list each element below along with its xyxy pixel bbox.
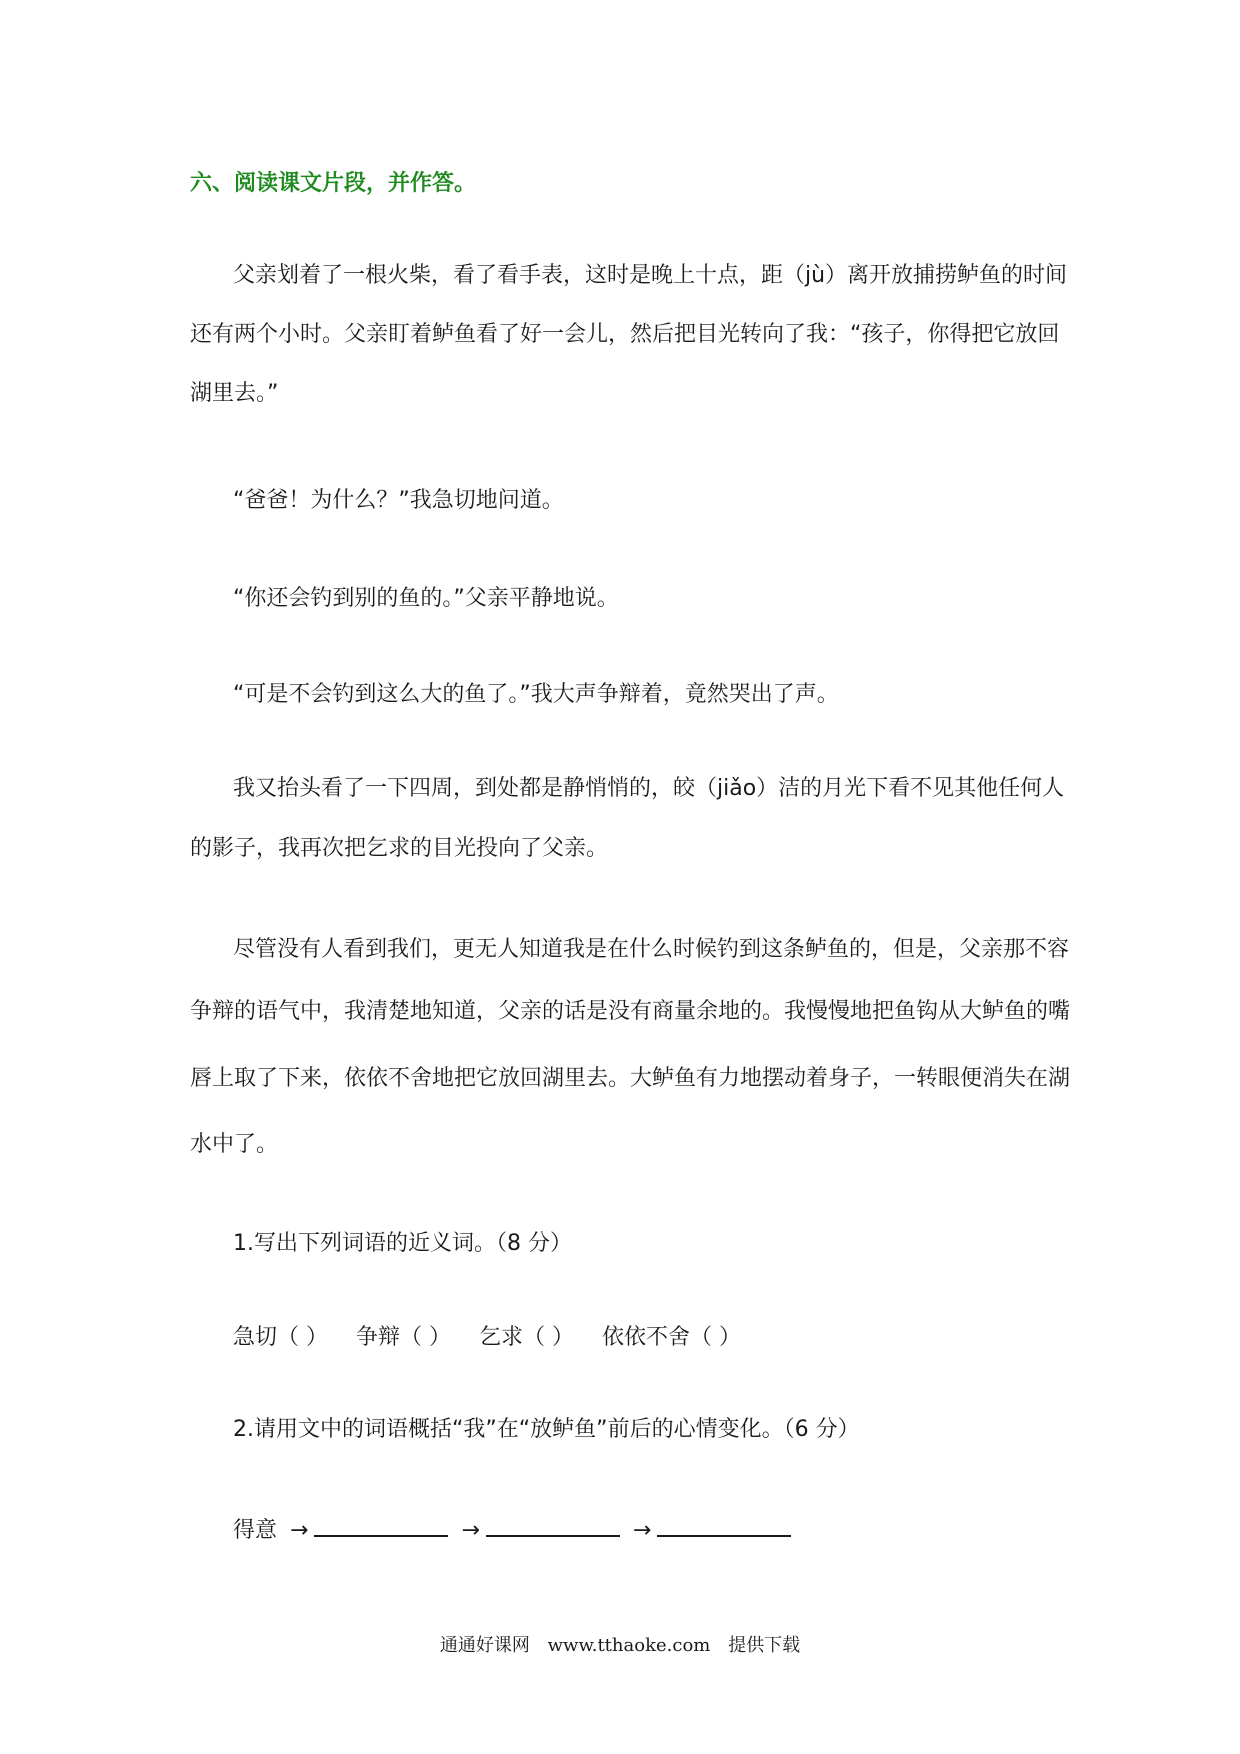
synonym-item: 急切（ ） bbox=[233, 1325, 328, 1350]
arrow-icon: → bbox=[632, 1518, 652, 1543]
passage-line: “可是不会钓到这么大的鱼了。”我大声争辩着，竟然哭出了声。 bbox=[233, 682, 839, 707]
question-1-prompt: 1.写出下列词语的近义词。（8 分） bbox=[233, 1231, 572, 1256]
question-2-prompt: 2.请用文中的词语概括“我”在“放鲈鱼”前后的心情变化。（6 分） bbox=[233, 1417, 860, 1442]
passage-line: 父亲划着了一根火柴，看了看手表，这时是晚上十点，距（jù）离开放捕捞鲈鱼的时间 bbox=[233, 263, 1068, 288]
footer-suffix: 提供下载 bbox=[728, 1635, 801, 1656]
start-word: 得意 bbox=[233, 1518, 278, 1543]
synonym-item: 依依不舍（ ） bbox=[602, 1325, 741, 1350]
arrow-icon: → bbox=[290, 1518, 309, 1543]
passage-line: 还有两个小时。父亲盯着鲈鱼看了好一会儿，然后把目光转向了我：“孩子，你得把它放回 bbox=[190, 322, 1060, 347]
passage-line: 唇上取了下来，依依不舍地把它放回湖里去。大鲈鱼有力地摆动着身子，一转眼便消失在湖 bbox=[190, 1066, 1071, 1091]
passage-line: 争辩的语气中，我清楚地知道，父亲的话是没有商量余地的。我慢慢地把鱼钩从大鲈鱼的嘴 bbox=[190, 999, 1071, 1024]
answer-blank[interactable] bbox=[314, 1511, 448, 1537]
footer-url[interactable]: www.tthaoke.com bbox=[547, 1635, 711, 1656]
section-title: 六、阅读课文片段，并作答。 bbox=[190, 170, 477, 196]
passage-line: “爸爸！为什么？”我急切地问道。 bbox=[233, 488, 564, 513]
answer-blank[interactable] bbox=[486, 1511, 620, 1537]
synonym-item: 争辩（ ） bbox=[356, 1325, 451, 1350]
passage-line: 尽管没有人看到我们，更无人知道我是在什么时候钓到这条鲈鱼的，但是，父亲那不容 bbox=[233, 937, 1070, 962]
page-footer bbox=[0, 1634, 1240, 1658]
question-2-answer-row bbox=[233, 1511, 791, 1546]
passage-line: 湖里去。” bbox=[190, 381, 279, 406]
question-1-items bbox=[233, 1323, 741, 1353]
passage-line: 我又抬头看了一下四周，到处都是静悄悄的，皎（jiǎo）洁的月光下看不见其他任何人 bbox=[233, 776, 1065, 801]
synonym-item: 乞求（ ） bbox=[479, 1325, 574, 1350]
footer-site-name: 通通好课网 bbox=[439, 1635, 530, 1656]
answer-blank[interactable] bbox=[657, 1511, 791, 1537]
arrow-icon: → bbox=[461, 1518, 480, 1543]
passage-line: 水中了。 bbox=[190, 1132, 279, 1157]
passage-line: 的影子，我再次把乞求的目光投向了父亲。 bbox=[190, 836, 609, 861]
passage-line: “你还会钓到别的鱼的。”父亲平静地说。 bbox=[233, 586, 619, 611]
